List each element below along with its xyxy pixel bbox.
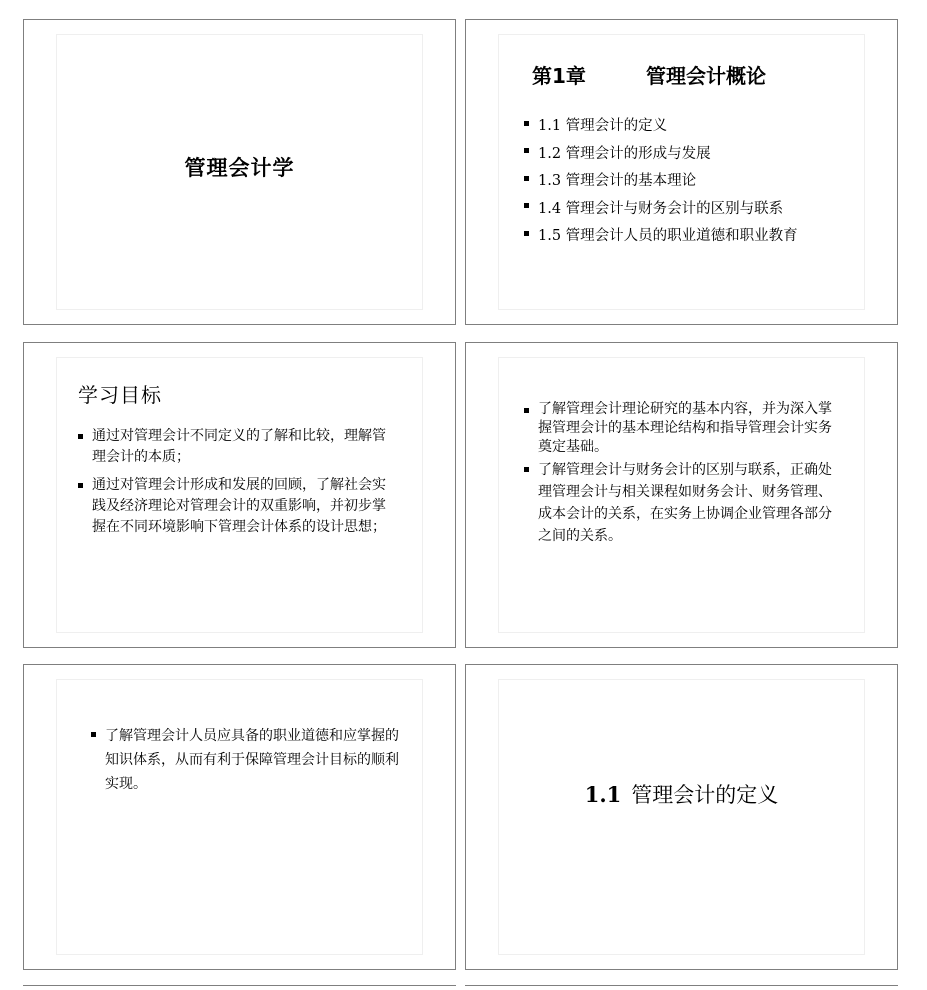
slide-partial-edge — [23, 985, 456, 990]
square-bullet-icon — [78, 483, 83, 488]
chapter-toc-list — [524, 113, 798, 251]
square-bullet-icon — [91, 732, 96, 737]
slide-partial-edge — [465, 985, 898, 990]
square-bullet-icon — [524, 121, 529, 126]
section-heading — [466, 779, 897, 809]
list-item: 1.5 管理会计人员的职业道德和职业教育 — [524, 223, 798, 251]
chapter-number: 第1章 — [532, 64, 586, 88]
list-item: 1.2 管理会计的形成与发展 — [524, 141, 798, 169]
section-title: 管理会计的定义 — [631, 783, 779, 807]
objectives-heading: 学习目标 — [78, 383, 162, 407]
section-number: 1.1 — [584, 782, 622, 807]
square-bullet-icon — [524, 148, 529, 153]
slide-objectives-continued — [23, 664, 456, 970]
square-bullet-icon — [524, 408, 529, 413]
square-bullet-icon — [524, 231, 529, 236]
slide-objectives — [23, 342, 456, 648]
square-bullet-icon — [524, 176, 529, 181]
slide-objectives-continued — [465, 342, 898, 648]
list-item: 了解管理会计人员应具备的职业道德和应掌握的知识体系，从而有利于保障管理会计目标的顺利实现。 — [91, 724, 403, 796]
slide-content-frame — [56, 679, 423, 955]
slide-content-frame — [498, 679, 865, 955]
objectives-list — [524, 400, 832, 547]
chapter-heading — [532, 60, 766, 89]
list-item: 了解管理会计与财务会计的区别与联系，正确处理管理会计与相关课程如财务会计、财务管理、成本会计的关系，在实务上协调企业管理各部分之间的关系。 — [524, 459, 832, 547]
slide-section-title — [465, 664, 898, 970]
objectives-list — [78, 426, 396, 545]
list-item: 通过对管理会计不同定义的了解和比较，理解管理会计的本质； — [78, 426, 396, 468]
square-bullet-icon — [524, 203, 529, 208]
list-item: 1.3 管理会计的基本理论 — [524, 168, 798, 196]
list-item: 了解管理会计理论研究的基本内容，并为深入掌握管理会计的基本理论结构和指导管理会计实务奠定基础。 — [524, 400, 832, 457]
slide-title — [23, 19, 456, 325]
square-bullet-icon — [78, 434, 83, 439]
list-item: 通过对管理会计形成和发展的回顾，了解社会实践及经济理论对管理会计的双重影响，并初步掌握在不同环境影响下管理会计体系的设计思想； — [78, 475, 396, 538]
slide-chapter-overview — [465, 19, 898, 325]
slide-title-text: 管理会计学 — [184, 156, 295, 180]
objectives-list — [91, 724, 403, 796]
square-bullet-icon — [524, 467, 529, 472]
list-item: 1.1 管理会计的定义 — [524, 113, 798, 141]
chapter-title: 管理会计概论 — [646, 64, 766, 88]
list-item: 1.4 管理会计与财务会计的区别与联系 — [524, 196, 798, 224]
